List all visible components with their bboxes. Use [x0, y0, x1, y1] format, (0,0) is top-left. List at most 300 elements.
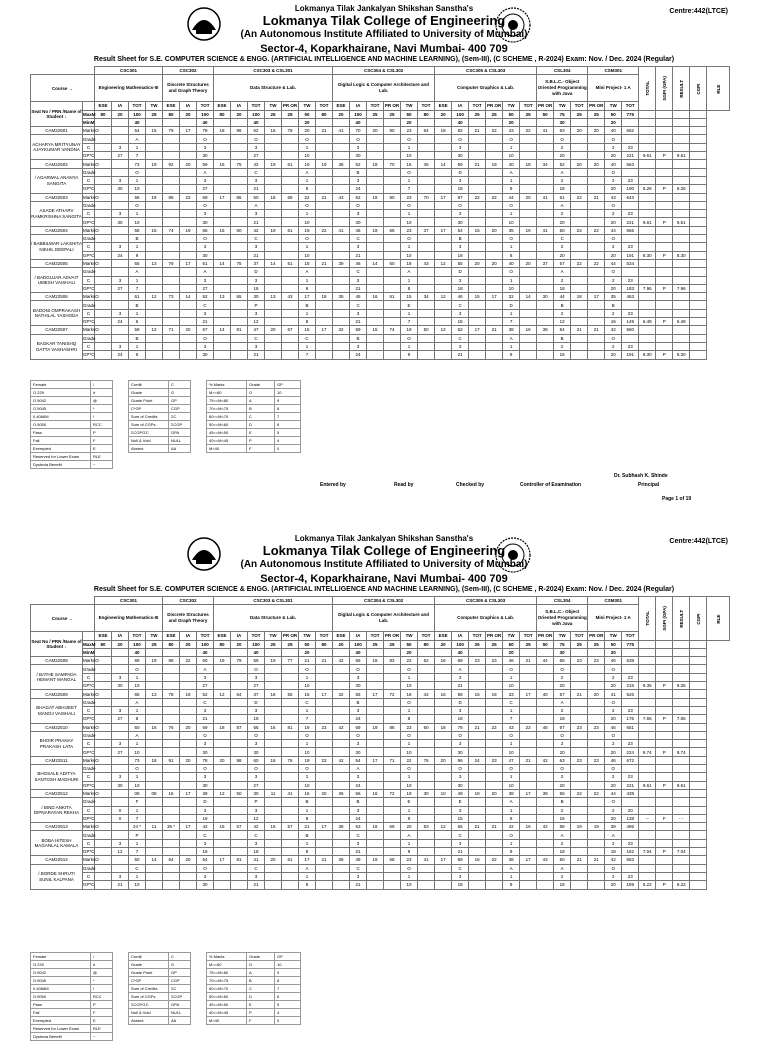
- gpc-cell: 189: [622, 881, 639, 889]
- minm-cell: [112, 648, 129, 656]
- grade-table-cell: D: [247, 421, 275, 429]
- grade-cell: [163, 135, 180, 143]
- grade-table-cell: 8: [275, 405, 301, 413]
- mark-cell: 33: [503, 690, 520, 698]
- gpc-cell: [418, 848, 435, 856]
- minm-cell: [418, 118, 435, 126]
- grade-cell: [214, 698, 231, 706]
- table-cell: [207, 453, 247, 461]
- mark-cell: 68: [452, 657, 469, 665]
- mark-cell: 65: [554, 657, 571, 665]
- table-cell: [656, 326, 673, 334]
- grade-cell: [146, 135, 163, 143]
- grade-cell: [180, 798, 197, 806]
- c-cell: 3: [112, 839, 129, 847]
- grade-cell: A: [452, 665, 469, 673]
- gpc-cell: 18: [554, 848, 571, 856]
- grade-cell: A: [197, 268, 214, 276]
- grade-cell: [333, 831, 350, 839]
- mark-cell: 32: [333, 326, 350, 334]
- grade-cell: [265, 235, 282, 243]
- table-cell: [673, 118, 690, 126]
- legend-symbol: P: [91, 1001, 113, 1009]
- c-cell: 2: [605, 309, 622, 317]
- table-cell: [690, 193, 707, 201]
- grade-cell: [520, 731, 537, 739]
- result-value: P: [656, 351, 673, 359]
- gpc-cell: 10: [401, 781, 418, 789]
- grade-cell: [486, 765, 503, 773]
- gpc-cell: [333, 848, 350, 856]
- mark-cell: 66: [129, 193, 146, 201]
- mark-cell: 21: [486, 326, 503, 334]
- mark-cell: 23: [401, 856, 418, 864]
- c-cell: 1: [401, 276, 418, 284]
- legend-term: Null & Void: [129, 437, 169, 445]
- table-cell: [169, 461, 191, 469]
- table-cell: [690, 706, 707, 714]
- c-cell: 2: [554, 309, 571, 317]
- row-label: C: [83, 210, 95, 218]
- table-cell: [656, 765, 673, 773]
- minm-cell: 40: [129, 648, 146, 656]
- gpc-cell: 10: [129, 185, 146, 193]
- gpc-cell: [316, 715, 333, 723]
- table-cell: [191, 1025, 207, 1033]
- grade-cell: [282, 201, 299, 209]
- student-name: BOBA HITESH MAGANLAL KAMALA: [31, 831, 83, 856]
- grade-cell: [537, 731, 554, 739]
- mark-cell: 59: [248, 657, 265, 665]
- grade-cell: [435, 268, 452, 276]
- mark-cell: 41: [537, 193, 554, 201]
- maxm-cell: 25: [486, 110, 503, 118]
- grade-cell: [95, 831, 112, 839]
- mark-cell: 16: [265, 756, 282, 764]
- c-cell: [316, 706, 333, 714]
- table-row: [31, 690, 730, 698]
- c-cell: [435, 309, 452, 317]
- c-cell: [282, 673, 299, 681]
- gpc-cell: 21: [197, 318, 214, 326]
- table-row: [31, 698, 730, 706]
- c-cell: [520, 176, 537, 184]
- gpc-cell: [214, 881, 231, 889]
- c-cell: [520, 309, 537, 317]
- mark-cell: 45: [350, 293, 367, 301]
- mark-cell: 65: [350, 657, 367, 665]
- c-cell: [180, 872, 197, 880]
- grade-cell: E: [401, 301, 418, 309]
- c-cell: [435, 342, 452, 350]
- mark-cell: 17: [469, 326, 486, 334]
- rle-header: RLE: [707, 67, 730, 111]
- legend-symbol: @: [91, 969, 113, 977]
- gpc-cell: [282, 218, 299, 226]
- c-cell: [537, 673, 554, 681]
- grade-cell: [367, 235, 384, 243]
- gpc-cell: 221: [622, 218, 639, 226]
- c-cell: 3: [452, 872, 469, 880]
- minm-cell: [588, 118, 605, 126]
- grade-cell: [112, 831, 129, 839]
- grade-table-cell: 4: [275, 1009, 301, 1017]
- gpc-cell: [520, 185, 537, 193]
- grade-cell: [622, 268, 639, 276]
- result-value: P: [656, 715, 673, 723]
- mark-cell: 61: [554, 193, 571, 201]
- result-value: P: [656, 781, 673, 789]
- mark-cell: 41: [537, 226, 554, 234]
- sgpi-value: 9.61: [639, 781, 656, 789]
- c-cell: 3: [197, 276, 214, 284]
- table-row: [31, 682, 730, 690]
- c-cell: 1: [299, 143, 316, 151]
- c-cell: 2: [605, 872, 622, 880]
- table-cell: [690, 723, 707, 731]
- grade-cell: [146, 798, 163, 806]
- grade-cell: [112, 235, 129, 243]
- row-label: MarksO: [83, 658, 99, 664]
- gpc-cell: 30: [112, 781, 129, 789]
- grade-cell: [418, 268, 435, 276]
- grade-cell: D: [452, 698, 469, 706]
- grade-cell: O: [452, 135, 469, 143]
- table-cell: [112, 193, 129, 201]
- mark-cell: 61: [282, 160, 299, 168]
- legend-symbol: F: [91, 437, 113, 445]
- c-cell: 1: [299, 673, 316, 681]
- c-cell: [146, 243, 163, 251]
- gpc-cell: [520, 848, 537, 856]
- mark-cell: 52: [197, 293, 214, 301]
- mark-cell: 21: [316, 259, 333, 267]
- gpc-cell: [214, 318, 231, 326]
- result-table: [30, 66, 730, 360]
- mark-cell: 15: [146, 127, 163, 135]
- gpc-cell: [367, 748, 384, 756]
- grade-cell: C: [299, 334, 316, 342]
- legend-symbol: #: [91, 961, 113, 969]
- grade-cell: [486, 864, 503, 872]
- c-cell: [469, 143, 486, 151]
- grade-cell: [571, 268, 588, 276]
- grade-table-cell: E: [247, 1001, 275, 1009]
- table-cell: [112, 293, 129, 301]
- gpc-cell: [367, 781, 384, 789]
- row-label: Grade: [83, 302, 96, 308]
- mark-cell: 58: [452, 690, 469, 698]
- grade-cell: [384, 731, 401, 739]
- table-row: [31, 881, 730, 889]
- row-label: C: [83, 872, 95, 880]
- gpc-cell: [469, 881, 486, 889]
- mark-cell: 19: [299, 723, 316, 731]
- mark-cell: 57: [554, 259, 571, 267]
- mark-cell: 11: [146, 823, 163, 831]
- c-cell: [367, 176, 384, 184]
- mark-cell: 50: [129, 856, 146, 864]
- grade-cell: P: [248, 798, 265, 806]
- gpc-cell: 21: [452, 682, 469, 690]
- maxm-cell: 20: [180, 640, 197, 648]
- gpc-cell: [180, 152, 197, 160]
- grade-cell: [95, 864, 112, 872]
- grade-cell: [180, 864, 197, 872]
- table-cell: [191, 985, 207, 993]
- grade-cell: [95, 135, 112, 143]
- c-cell: [588, 773, 605, 781]
- student-name: BHOSALE ADITYA SANTOSH MADHURI: [31, 765, 83, 790]
- gpc-cell: 9: [129, 251, 146, 259]
- grade-cell: A: [197, 665, 214, 673]
- mark-cell: 79: [163, 127, 180, 135]
- gpc-cell: [571, 251, 588, 259]
- table-cell: [113, 1001, 129, 1009]
- grade-table-header: GP: [275, 381, 301, 389]
- table-cell: [656, 665, 673, 673]
- grade-cell: [316, 235, 333, 243]
- mark-cell: 62: [350, 193, 367, 201]
- course-code: CSC302: [163, 597, 214, 605]
- seat-number: CAM22502: [31, 160, 83, 168]
- c-cell: 3: [248, 210, 265, 218]
- grade-cell: [163, 765, 180, 773]
- gpc-cell: [265, 682, 282, 690]
- mark-cell: 23: [401, 723, 418, 731]
- c-cell: 1: [503, 176, 520, 184]
- mark-cell: 60: [554, 226, 571, 234]
- c-cell: [384, 872, 401, 880]
- gpc-cell: [367, 715, 384, 723]
- c-cell: [520, 143, 537, 151]
- result-value: P: [656, 848, 673, 856]
- mark-cell: 55: [350, 690, 367, 698]
- gpc-cell: [163, 715, 180, 723]
- mark-cell: 15: [265, 823, 282, 831]
- seat-number: CAM22509: [31, 690, 83, 698]
- gpc-cell: [95, 682, 112, 690]
- grade-cell: [384, 301, 401, 309]
- column-header: TW: [265, 632, 282, 640]
- mark-cell: 11: [265, 789, 282, 797]
- row-label: MarksO: [83, 128, 99, 134]
- table-row: [31, 127, 730, 135]
- grade-cell: [537, 864, 554, 872]
- grade-cell: [333, 864, 350, 872]
- gpc-cell: 10: [503, 781, 520, 789]
- minm-cell: [163, 118, 180, 126]
- mark-cell: 12: [214, 690, 231, 698]
- table-cell: [656, 160, 673, 168]
- gpc-cell: [537, 814, 554, 822]
- gpc-cell: [367, 284, 384, 292]
- grade-cell: A: [503, 168, 520, 176]
- grade-cell: [316, 135, 333, 143]
- gpc-cell: [469, 185, 486, 193]
- mark-cell: 58: [452, 856, 469, 864]
- cgpi-value: 9.61: [673, 152, 690, 160]
- grade-cell: B: [350, 168, 367, 176]
- gpc-cell: 20: [554, 748, 571, 756]
- c-cell: [265, 806, 282, 814]
- minm-cell: [112, 118, 129, 126]
- table-cell: [690, 251, 707, 259]
- table-cell: [656, 210, 673, 218]
- mark-cell: 672: [622, 756, 639, 764]
- column-header: TW: [503, 632, 520, 640]
- table-cell: [112, 226, 129, 234]
- gpc-cell: 7: [299, 715, 316, 723]
- c-cell: [588, 276, 605, 284]
- grade-cell: [112, 665, 129, 673]
- gpc-cell: [537, 318, 554, 326]
- mark-cell: 42: [333, 756, 350, 764]
- mark-cell: 35: [503, 226, 520, 234]
- table-cell: [656, 657, 673, 665]
- gpc-cell: [146, 251, 163, 259]
- table-cell: [191, 977, 207, 985]
- minm-cell: 40: [452, 118, 469, 126]
- mark-cell: 40: [605, 160, 622, 168]
- grade-cell: [333, 268, 350, 276]
- grade-cell: [486, 831, 503, 839]
- table-row: [31, 326, 730, 334]
- table-cell: [690, 823, 707, 831]
- mark-cell: 18: [214, 723, 231, 731]
- c-cell: 3: [112, 342, 129, 350]
- gpc-cell: 10: [401, 152, 418, 160]
- maxm-cell: 80: [163, 640, 180, 648]
- c-cell: 1: [299, 176, 316, 184]
- grade-cell: [622, 235, 639, 243]
- c-cell: [146, 143, 163, 151]
- mark-cell: 76: [163, 723, 180, 731]
- row-label: MarksO: [83, 261, 99, 267]
- c-cell: [384, 773, 401, 781]
- mark-cell: 17: [316, 326, 333, 334]
- gpc-cell: 24: [112, 318, 129, 326]
- table-row: [31, 210, 730, 218]
- mark-cell: 42: [333, 723, 350, 731]
- mark-cell: 65: [197, 226, 214, 234]
- legend-label: Pass: [31, 429, 91, 437]
- table-cell: [656, 176, 673, 184]
- mark-cell: 553: [622, 856, 639, 864]
- grade-cell: [180, 731, 197, 739]
- row-label: GP*C: [83, 683, 95, 689]
- c-cell: [333, 706, 350, 714]
- grade-cell: O: [129, 765, 146, 773]
- gpc-cell: 27: [112, 715, 129, 723]
- mark-cell: 44: [605, 226, 622, 234]
- c-cell: [316, 673, 333, 681]
- gpc-cell: 221: [622, 781, 639, 789]
- gpc-cell: [384, 284, 401, 292]
- c-cell: [486, 342, 503, 350]
- gpc-cell: [571, 715, 588, 723]
- subject-name: Digital Logic & Computer Architecture and Lab.: [333, 605, 435, 632]
- mark-cell: 22: [486, 723, 503, 731]
- column-header: TOT: [622, 102, 639, 110]
- maxm-cell: 75: [554, 110, 571, 118]
- gpc-cell: 15: [452, 318, 469, 326]
- c-cell: 1: [129, 176, 146, 184]
- grade-cell: [214, 334, 231, 342]
- gpc-cell: 7: [401, 318, 418, 326]
- gpc-cell: [588, 682, 605, 690]
- table-cell: [639, 673, 656, 681]
- gpc-cell: 149: [622, 318, 639, 326]
- legend-symbol: ~: [91, 461, 113, 469]
- maxm-cell: 25: [469, 640, 486, 648]
- c-cell: [214, 773, 231, 781]
- gpc-cell: 18: [248, 284, 265, 292]
- table-cell: [113, 993, 129, 1001]
- c-cell: 1: [129, 806, 146, 814]
- gpc-cell: [418, 351, 435, 359]
- mark-cell: 16: [214, 160, 231, 168]
- column-header: ESE: [333, 632, 350, 640]
- c-cell: 2: [554, 210, 571, 218]
- column-header: TW: [503, 102, 520, 110]
- mark-cell: 21: [299, 823, 316, 831]
- table-cell: [673, 168, 690, 176]
- table-row: [31, 864, 730, 872]
- c-cell: [486, 839, 503, 847]
- table-cell: [656, 798, 673, 806]
- gpc-cell: [163, 881, 180, 889]
- column-header: TOT: [367, 632, 384, 640]
- row-label: Grade: [83, 136, 96, 142]
- gpc-cell: 30: [452, 218, 469, 226]
- grade-cell: [95, 665, 112, 673]
- column-header: ESE: [435, 102, 452, 110]
- mark-cell: 17: [316, 690, 333, 698]
- mark-cell: 15: [214, 823, 231, 831]
- c-cell: 1: [503, 342, 520, 350]
- row-label: C: [83, 806, 95, 814]
- table-cell: [673, 690, 690, 698]
- mark-cell: 19: [367, 723, 384, 731]
- table-cell: [129, 461, 169, 469]
- c-cell: [588, 839, 605, 847]
- grade-cell: [231, 864, 248, 872]
- c-cell: [95, 806, 112, 814]
- grade-cell: [520, 864, 537, 872]
- table-cell: [656, 334, 673, 342]
- mark-cell: 54: [452, 226, 469, 234]
- c-cell: [163, 673, 180, 681]
- table-row: [31, 665, 730, 673]
- grade-cell: A: [554, 864, 571, 872]
- mark-cell: 67: [282, 326, 299, 334]
- column-header: PR OR: [384, 103, 400, 109]
- gpc-cell: 9: [299, 284, 316, 292]
- gpc-cell: [537, 218, 554, 226]
- c-cell: [95, 309, 112, 317]
- grade-cell: [163, 268, 180, 276]
- column-header: TOT: [520, 632, 537, 640]
- mark-cell: 61: [384, 293, 401, 301]
- gpc-cell: 20: [554, 152, 571, 160]
- gpc-cell: 21: [248, 251, 265, 259]
- grade-cell: [214, 864, 231, 872]
- c-cell: [163, 872, 180, 880]
- maxm-cell: 80: [95, 640, 112, 648]
- mark-cell: 20: [588, 690, 605, 698]
- seat-number: CAM22507: [31, 326, 83, 334]
